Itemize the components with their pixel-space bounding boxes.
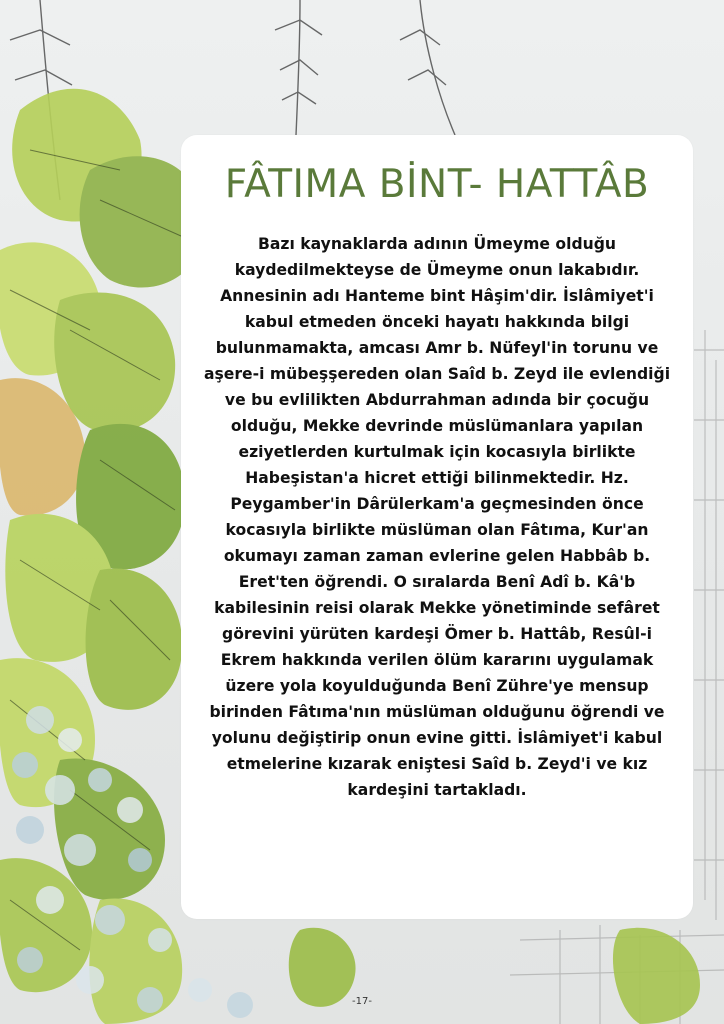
body-paragraph: Bazı kaynaklarda adının Ümeyme olduğu kaydedilmekteyse de Ümeyme onun lakabıdır. Annesinin adı Hanteme bint Hâşim'dir. İslâmiyet'i kabul etmeden önceki hayatı hakkında bilgi bulunmamakta, amcası Amr b. Nüfeyl'in torunu ve aşere-i mübeşşereden olan Saîd b. Zeyd ile evlendiği ve bu evlilikten Abdurrahman adında bir çocuğu olduğu, Mekke devrinde müslümanlara yapılan eziyetlerden kurtulmak için kocasıyla birlikte Habeşistan'a hicret ettiği bilinmektedir. Hz. Peygamber'in Dârülerkam'a geçmesinden önce kocasıyla birlikte müslüman olan Fâtıma, Kur'an okumayı zaman zaman evlerine gelen Habbâb b. Eret'ten öğrendi. O sıralarda Benî Adî b. Kâ'b kabilesinin reisi olarak Mekke yönetiminde sefâret görevini yürüten kardeşi Ömer b. Hattâb, Resûl-i Ekrem hakkında verilen ölüm kararını uygulamak üzere yola koyulduğunda Benî Zühre'ye mensup birinden Fâtıma'nın müslüman olduğunu öğrendi ve yolunu değiştirip onun evine gitti. İslâmiyet'i kabul etmelerine kızarak eniştesi Saîd b. Zeyd'i ve kız kardeşini tartakladı.: [203, 235, 671, 799]
text-card: [181, 135, 693, 919]
page-title: FÂTIMA BİNT- HATTÂB: [224, 162, 650, 207]
page-number: -17-: [352, 996, 372, 1007]
